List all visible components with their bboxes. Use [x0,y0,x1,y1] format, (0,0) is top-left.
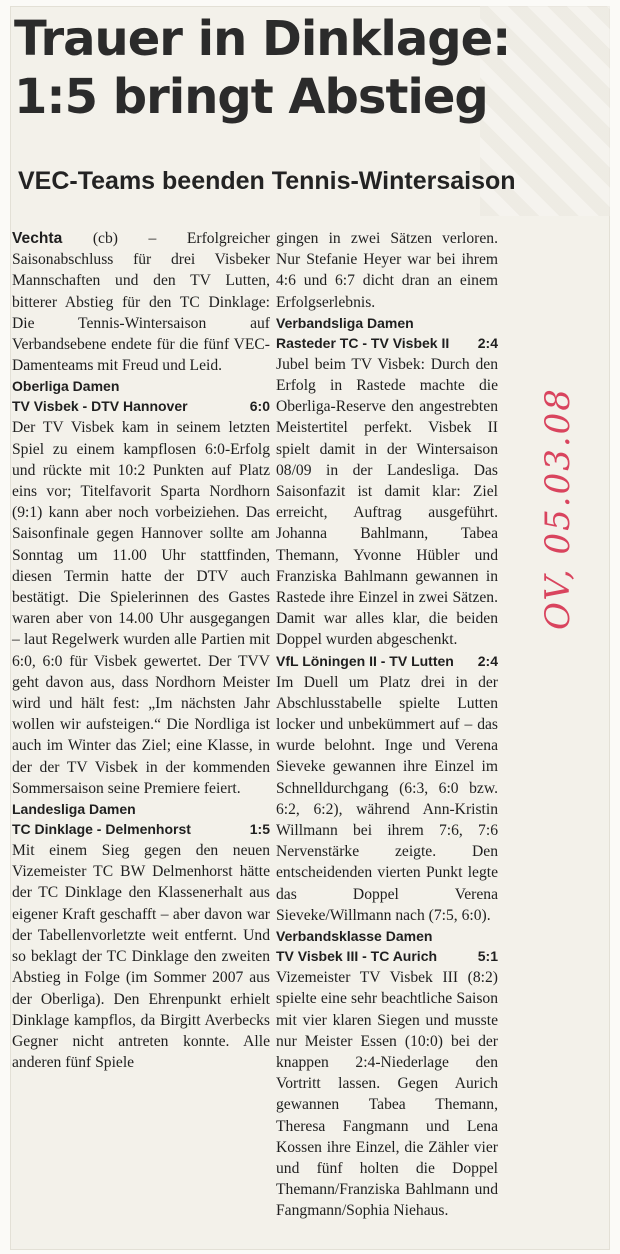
match-teams: TC Dinklage - Delmenhorst [12,821,191,838]
section-heading-verbandsklasse: Verbandsklasse Damen [276,928,433,945]
paragraph-verbandsliga: Jubel beim TV Visbek: Durch den Erfolg in Rastede machte die Oberliga-Reserve den angestrebten Meistertitel perfekt. Visbek II spielt damit in der Wintersaison 08/09 in der Landesliga. Das Saisonfazit ist damit klar: Ziel erreicht, Auftrag ausgeführt. Johanna Bahlmann, Tabea Themann, Yvonne Hübler und Franziska Bahlmann gewannen in Rastede ihre Einzel in zwei Sätzen. Damit war alles klar, die beiden Doppel wurden abgeschenkt. [276,355,498,649]
annotation-text: OV, 05.03.08 [538,387,578,630]
dateline: Vechta [12,230,63,247]
match-result-dinklage-delmenhorst [12,819,270,840]
section-heading-verbandsliga: Verbandsliga Damen [276,314,414,331]
match-teams: VfL Löningen II - TV Lutten [276,652,454,669]
margin-scan-marks [0,1090,8,1240]
intro-paragraph [12,228,270,376]
match-score: 5:1 [477,948,498,965]
match-result-loeningen-lutten [276,651,498,672]
match-result-visbek-aurich [276,946,498,967]
match-result-visbek-hannover [12,396,270,417]
paragraph-lutten: Im Duell um Platz drei in der Abschlusstabelle spielte Lutten locker und unbekümmert auf – das wurde belohnt. Inge und Verena Sieveke gewannen ihre Einzel im Schnelldurchgang (6:3, 6:0 bzw. 6:2, 6:2), während Ann-Kristin Willmann bei ihrem 7:6, 7:6 Nervenstärke zeigte. Den entscheidenden vierten Punkt legte das Doppel Verena Sieveke/Willmann nach (7:5, 6:0). [276,673,498,924]
section-heading-oberliga: Oberliga Damen [12,378,120,395]
match-teams: TV Visbek - DTV Hannover [12,398,188,415]
match-teams: Rasteder TC - TV Visbek II [276,334,450,351]
article-column-right [276,228,498,1222]
section-heading-landesliga: Landesliga Damen [12,801,136,818]
paragraph-oberliga: Der TV Visbek kam in seinem letzten Spiel zu einem kampflosen 6:0-Erfolg und rückte mit 10:2 Punkten auf Platz eins vor; Titelfavorit Sparta Nordhorn (9:1) kann aber noch vorbeiziehen. Das Saisonfinale gegen Hannover sollte am Sonntag um 11.00 Uhr stattfinden, diesen Termin hatte der DTV auch bestätigt. Die Spielerinnen des Gastes waren aber von 14.00 Uhr ausgegangen – laut Regelwerk wurden alle Partien mit 6:0, 6:0 für Visbek gewertet. Der TVV geht davon aus, dass Nordhorn Meister wird und hält fest: „Im nächsten Jahr wollen wir aufsteigen.“ Die Nordliga ist auch im Winter das Ziel; eine Klasse, in der der TV Visbek in der kommenden Sommersaison seine Premiere feiert. [12,419,270,797]
paragraph-continued: gingen in zwei Sätzen verloren. Nur Stefanie Heyer war bei ihrem 4:6 und 6:7 dicht dran an einem Erfolgserlebnis. [276,230,498,311]
match-score: 2:4 [477,334,498,351]
paragraph-landesliga: Mit einem Sieg gegen den neuen Vizemeister TC BW Delmenhorst hätte der TC Dinklage den Klassenerhalt aus eigener Kraft geschafft – aber davon war der Tabellenvorletzte weit entfernt. Und so beklagt der TC Dinklage den zweiten Abstieg in Folge (im Sommer 2007 aus der Oberliga). Den Ehrenpunkt erhielt Dinklage kampflos, da Birgitt Averbecks Gegner nicht antreten konnte. Alle anderen fünf Spiele [12,842,270,1072]
article-column-left [12,228,270,1073]
paragraph-verbandsklasse: Vizemeister TV Visbek III (8:2) spielte eine sehr beachtliche Saison mit vier klaren Siegen und musste nur Meister Essen (10:0) bei der knappen 2:4-Niederlage den Vortritt lassen. Gegen Aurich gewannen Tabea Themann, Theresa Fangmann und Lena Kossen ihre Einzel, die Zähler vier und fünf holten die Doppel Themann/Franziska Bahlmann und Fangmann/Sophia Niehaus. [276,969,498,1220]
intro-text: (cb) – Erfolgreicher Saisonabschluss für drei Visbeker Mannschaften und den TV Lutten, bitterer Abstieg für den TC Dinklage: Die Tennis-Wintersaison auf Verbandsebene endete für die fünf VEC-Damenteams mit Freud und Leid. [12,230,270,375]
match-result-rastede-visbek [276,333,498,354]
match-teams: TV Visbek III - TC Aurich [276,948,438,965]
handwritten-date-annotation [538,187,578,630]
match-score: 6:0 [249,398,270,415]
match-score: 2:4 [477,652,498,669]
subheadline: VEC-Teams beenden Tennis-Wintersaison [18,167,516,195]
match-score: 1:5 [249,821,270,838]
headline: Trauer in Dinklage: 1:5 bringt Abstieg [14,11,511,125]
